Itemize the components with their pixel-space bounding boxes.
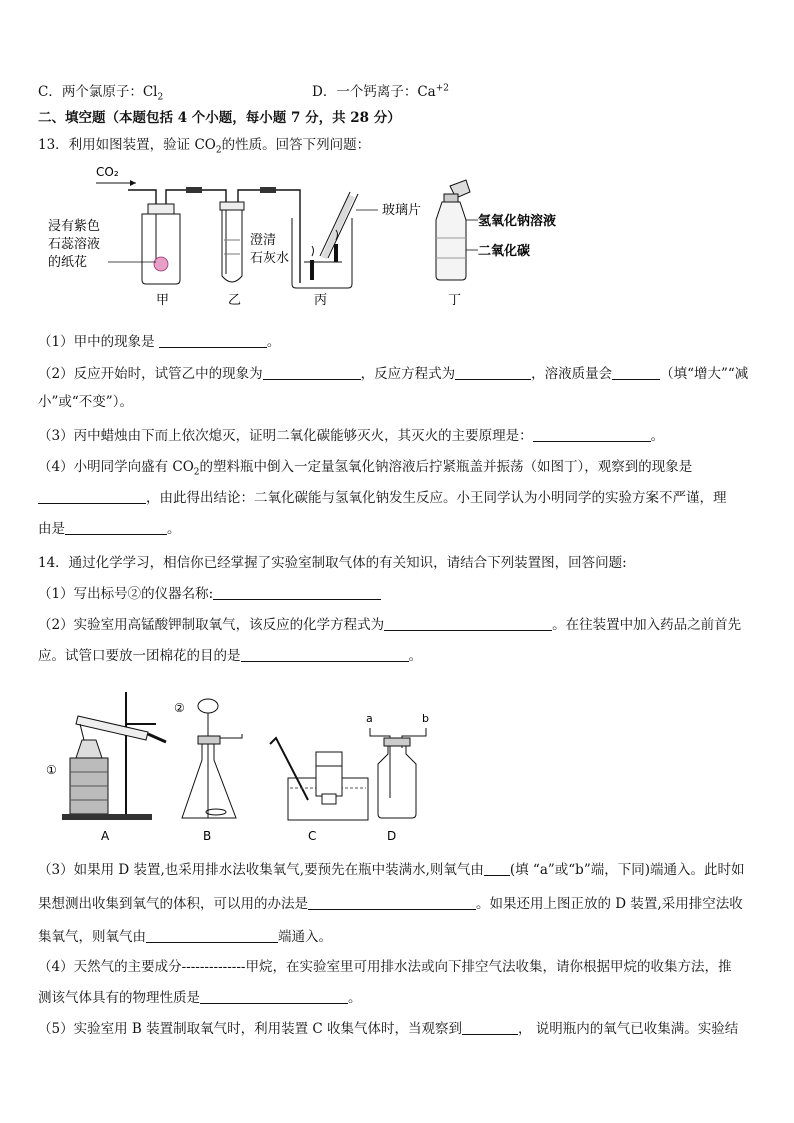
answer-blank[interactable]: [38, 489, 146, 504]
lime-label-1: 澄清: [250, 233, 277, 248]
q14-part1: （1）写出标号②的仪器名称:: [38, 584, 381, 604]
naoh-label: 氢氧化钠溶液: [478, 214, 557, 229]
answer-blank[interactable]: [159, 333, 267, 348]
q14-part3: （3）如果用 D 装置,也采用排水法收集氧气,要预先在瓶中装满水,则氧气由 (填 “a”或“b”端，下同)端通入。此时如: [38, 862, 745, 878]
answer-blank[interactable]: [612, 365, 660, 380]
q14-part4: （4）天然气的主要成分--------------甲烷，在实验室里可用排水法或向下排空气法收集，请你根据甲烷的收集方法，推: [38, 959, 732, 975]
q14-stem: 14．通过化学学习，相信你已经掌握了实验室制取气体的有关知识，请结合下列装置图，回答问题:: [38, 555, 627, 571]
co2-bottle-label: 二氧化碳: [478, 244, 531, 259]
beaker-bing: [292, 192, 358, 288]
paper-label-2: 石蕊溶液: [48, 237, 101, 252]
q14-part3-cont: 果想测出收集到氧气的体积，可以用的办法是 。如果还用上图正放的 D 装置,采用排空法收: [38, 896, 743, 912]
answer-blank[interactable]: [308, 895, 476, 910]
label-a: A: [101, 829, 110, 843]
label-d: D: [387, 829, 397, 843]
q13-part4-cont2: 由是 。: [38, 521, 181, 537]
q14-part3-cont2: 集氧气，则氧气由 端通入。: [38, 929, 332, 945]
answer-blank[interactable]: [263, 365, 361, 380]
marker-1: ①: [46, 763, 57, 777]
label-jia: 甲: [156, 293, 170, 308]
port-a-label: a: [366, 712, 373, 725]
label-b: B: [203, 829, 212, 843]
apparatus-a: [46, 692, 166, 820]
q13-part2-cont: 小”或“不变”）。: [38, 394, 133, 410]
q13-part3: （3）丙中蜡烛由下而上依次熄灭，证明二氧化碳能够灭火，其灭火的主要原理是： 。: [38, 428, 665, 444]
q14-part2: （2）实验室用高锰酸钾制取氧气，该反应的化学方程式为 。在往装置中加入药品之前首先: [38, 617, 742, 633]
q13-part2: （2）反应开始时，试管乙中的现象为 ，反应方程式为 ，溶液质量会 （填“增大”“减: [38, 366, 749, 382]
answer-blank[interactable]: [462, 1020, 518, 1035]
q13-stem: 13．利用如图装置，验证 $CO_2$的性质。回答下列问题：: [38, 137, 371, 156]
apparatus-b: [174, 699, 242, 818]
bottle-jia: [142, 204, 180, 284]
paper-flower-icon: [154, 257, 168, 271]
answer-blank[interactable]: [241, 647, 409, 662]
answer-blank[interactable]: [65, 520, 167, 535]
apparatus-c: [270, 738, 368, 820]
test-tube-yi: [220, 202, 244, 282]
answer-blank[interactable]: [533, 427, 651, 442]
q12-option-d: D．一个钙离子：$Ca^{+2}$: [312, 83, 449, 100]
answer-blank[interactable]: [146, 928, 278, 943]
lime-label-2: 石灰水: [250, 251, 290, 266]
plastic-bottle-ding: [436, 180, 470, 280]
answer-blank[interactable]: [384, 616, 552, 631]
q14-part2-cont: 应。试管口要放一团棉花的目的是 。: [38, 648, 422, 664]
q14-part5: （5）实验室用 B 装置制取氧气时，利用装置 C 收集气体时，当观察到 ， 说明瓶内的氧气已收集满。实验结: [38, 1021, 739, 1037]
label-bing: 丙: [314, 293, 328, 308]
label-ding: 丁: [448, 293, 462, 308]
answer-blank[interactable]: [200, 989, 348, 1004]
label-yi: 乙: [228, 293, 242, 308]
marker-2: ②: [174, 701, 185, 715]
answer-blank[interactable]: [213, 585, 381, 600]
q13-part4: （4）小明同学向盛有 $CO_2$的塑料瓶中倒入一定量氢氧化钠溶液后拧紧瓶盖并振荡（如图丁），观察到的现象是: [38, 459, 693, 478]
q13-apparatus-figure: [38, 158, 578, 308]
paper-label-1: 浸有紫色: [48, 219, 101, 234]
q14-apparatus-figure: [38, 688, 478, 848]
apparatus-d: [366, 712, 429, 818]
q13-part1: （1）甲中的现象是 。: [38, 334, 281, 350]
answer-blank[interactable]: [484, 861, 510, 876]
paper-label-3: 的纸花: [48, 255, 88, 270]
port-b-label: b: [422, 712, 429, 725]
q13-part4-cont: ，由此得出结论：二氧化碳能与氢氧化钠发生反应。小王同学认为小明同学的实验方案不严谨，理: [38, 488, 727, 508]
section-title: 二、填空题（本题包括 4 个小题，每小题 7 分，共 28 分）: [38, 110, 401, 126]
label-c: C: [308, 829, 317, 843]
answer-blank[interactable]: [455, 365, 531, 380]
q12-option-c: C．两个氯原子：$Cl_2$: [38, 84, 164, 103]
glass-label: 玻璃片: [382, 203, 422, 218]
q14-part4-cont: 测该气体具有的物理性质是 。: [38, 990, 362, 1006]
co2-label: CO₂: [96, 165, 119, 179]
